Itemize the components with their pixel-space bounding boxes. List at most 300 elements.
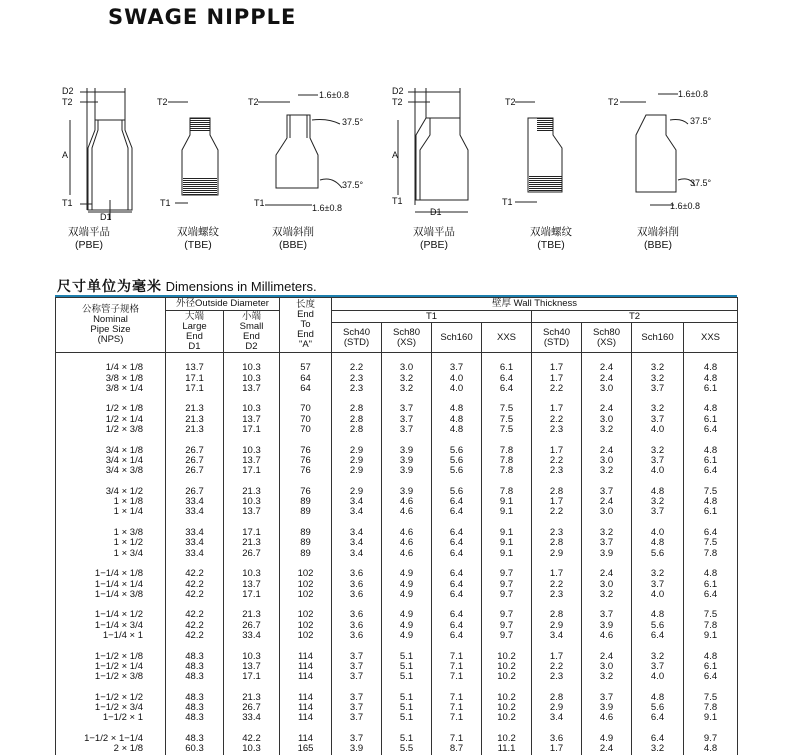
value-cell: 4.6	[582, 631, 632, 641]
value-cell: 2.3	[532, 590, 582, 600]
nps-cell: 1−1/4 × 1	[56, 631, 166, 641]
value-cell: 4.9	[382, 621, 432, 631]
value-cell: 7.8	[482, 446, 532, 456]
value-cell: 13.7	[224, 415, 280, 425]
table-body	[56, 353, 738, 755]
value-cell: 13.7	[166, 363, 224, 373]
value-cell: 4.9	[582, 734, 632, 744]
value-cell: 3.7	[582, 538, 632, 548]
svg-text:37.5°: 37.5°	[342, 117, 364, 127]
nps-cell: 1−1/2 × 1/8	[56, 652, 166, 662]
value-cell: 76	[280, 466, 332, 476]
value-cell: 17.1	[166, 384, 224, 394]
value-cell: 3.2	[582, 590, 632, 600]
value-cell: 2.4	[582, 404, 632, 414]
value-cell: 3.7	[632, 456, 684, 466]
value-cell: 6.4	[432, 580, 482, 590]
table-row	[56, 631, 738, 641]
header-t1-xxs: XXS	[482, 323, 532, 353]
drawing-tbe-eccentric	[515, 102, 562, 202]
value-cell: 10.2	[482, 662, 532, 672]
value-cell: 21.3	[224, 487, 280, 497]
value-cell: 102	[280, 631, 332, 641]
value-cell: 10.3	[224, 363, 280, 373]
value-cell: 3.7	[382, 425, 432, 435]
value-cell: 6.1	[684, 580, 738, 590]
value-cell: 2.4	[582, 569, 632, 579]
value-cell: 4.8	[684, 652, 738, 662]
value-cell: 5.6	[432, 466, 482, 476]
svg-text:1.6±0.8: 1.6±0.8	[670, 201, 700, 211]
value-cell: 48.3	[166, 703, 224, 713]
value-cell: 6.4	[432, 528, 482, 538]
table-row	[56, 384, 738, 394]
value-cell: 2.9	[332, 487, 382, 497]
value-cell: 4.8	[432, 404, 482, 414]
value-cell: 7.1	[432, 734, 482, 744]
value-cell: 3.0	[582, 384, 632, 394]
value-cell: 4.9	[382, 580, 432, 590]
value-cell: 9.7	[482, 590, 532, 600]
value-cell: 1.7	[532, 363, 582, 373]
header-outside-diameter: 外径Outside Diameter	[166, 298, 280, 311]
caption-pbe-1: 双端平品 (PBE)	[68, 226, 110, 251]
value-cell: 6.4	[432, 610, 482, 620]
value-cell: 3.4	[332, 507, 382, 517]
dimensions-table	[55, 297, 738, 755]
value-cell: 10.2	[482, 693, 532, 703]
value-cell: 10.3	[224, 652, 280, 662]
table-row	[56, 507, 738, 517]
value-cell: 2.2	[332, 363, 382, 373]
svg-text:37.5°: 37.5°	[690, 116, 712, 126]
value-cell: 42.2	[166, 610, 224, 620]
nps-cell: 1−1/2 × 1−1/4	[56, 734, 166, 744]
svg-text:A: A	[62, 150, 69, 160]
value-cell: 114	[280, 662, 332, 672]
value-cell: 6.4	[432, 590, 482, 600]
header-t2-sch40: Sch40 (STD)	[532, 323, 582, 353]
dimensions-table-wrapper	[55, 295, 737, 755]
value-cell: 89	[280, 497, 332, 507]
value-cell: 9.7	[482, 569, 532, 579]
header-small-end: 小端 Small End D2	[224, 311, 280, 353]
value-cell: 2.9	[332, 456, 382, 466]
value-cell: 3.6	[332, 580, 382, 590]
value-cell: 42.2	[166, 590, 224, 600]
table-row	[56, 580, 738, 590]
value-cell: 6.1	[684, 456, 738, 466]
group-spacer	[56, 600, 738, 610]
value-cell: 3.7	[632, 662, 684, 672]
value-cell: 17.1	[224, 672, 280, 682]
group-spacer	[56, 353, 738, 364]
value-cell: 4.9	[382, 610, 432, 620]
value-cell: 2.3	[332, 384, 382, 394]
value-cell: 2.4	[582, 744, 632, 754]
value-cell: 4.8	[632, 610, 684, 620]
value-cell: 3.9	[332, 744, 382, 754]
value-cell: 3.6	[532, 734, 582, 744]
value-cell: 42.2	[224, 734, 280, 744]
value-cell: 10.2	[482, 734, 532, 744]
value-cell: 3.6	[332, 590, 382, 600]
value-cell: 2.9	[532, 549, 582, 559]
value-cell: 6.4	[684, 466, 738, 476]
value-cell: 4.8	[432, 425, 482, 435]
svg-text:T2: T2	[505, 97, 516, 107]
value-cell: 7.5	[684, 487, 738, 497]
value-cell: 7.1	[432, 672, 482, 682]
value-cell: 64	[280, 384, 332, 394]
value-cell: 3.2	[382, 374, 432, 384]
value-cell: 33.4	[166, 507, 224, 517]
value-cell: 10.2	[482, 713, 532, 723]
value-cell: 2.9	[532, 703, 582, 713]
value-cell: 48.3	[166, 652, 224, 662]
value-cell: 3.7	[432, 363, 482, 373]
value-cell: 2.4	[582, 374, 632, 384]
value-cell: 33.4	[166, 497, 224, 507]
drawing-bbe-concentric	[258, 95, 342, 205]
value-cell: 1.7	[532, 404, 582, 414]
value-cell: 3.0	[582, 456, 632, 466]
value-cell: 6.4	[432, 631, 482, 641]
value-cell: 10.3	[224, 374, 280, 384]
svg-text:A: A	[392, 150, 399, 160]
value-cell: 5.6	[632, 703, 684, 713]
value-cell: 3.0	[582, 580, 632, 590]
value-cell: 5.1	[382, 662, 432, 672]
value-cell: 4.8	[432, 415, 482, 425]
value-cell: 2.9	[332, 446, 382, 456]
value-cell: 4.0	[432, 384, 482, 394]
value-cell: 3.9	[582, 621, 632, 631]
value-cell: 2.3	[332, 374, 382, 384]
header-wall-thickness: 壁厚 Wall Thickness	[332, 298, 738, 311]
header-t2-xxs: XXS	[684, 323, 738, 353]
value-cell: 9.1	[684, 713, 738, 723]
value-cell: 11.1	[482, 744, 532, 754]
nps-cell: 1 × 1/8	[56, 497, 166, 507]
drawing-pbe-eccentric	[398, 88, 468, 212]
nps-cell: 1 × 1/2	[56, 538, 166, 548]
value-cell: 4.6	[382, 549, 432, 559]
value-cell: 3.9	[382, 456, 432, 466]
table-row	[56, 487, 738, 497]
value-cell: 7.5	[482, 404, 532, 414]
table-row	[56, 404, 738, 414]
value-cell: 4.9	[382, 631, 432, 641]
value-cell: 1.7	[532, 374, 582, 384]
value-cell: 7.8	[684, 621, 738, 631]
value-cell: 6.1	[482, 363, 532, 373]
value-cell: 2.4	[582, 652, 632, 662]
value-cell: 6.4	[684, 672, 738, 682]
caption-bbe-2: 双端斜削 (BBE)	[637, 226, 679, 251]
nps-cell: 3/8 × 1/8	[56, 374, 166, 384]
spacer-cell	[56, 518, 166, 528]
value-cell: 1.7	[532, 652, 582, 662]
value-cell: 3.9	[582, 703, 632, 713]
value-cell: 2.2	[532, 384, 582, 394]
value-cell: 48.3	[166, 662, 224, 672]
table-row	[56, 415, 738, 425]
nps-cell: 1−1/4 × 3/4	[56, 621, 166, 631]
svg-text:D2: D2	[392, 86, 404, 96]
value-cell: 3.2	[632, 374, 684, 384]
value-cell: 89	[280, 507, 332, 517]
value-cell: 3.7	[632, 415, 684, 425]
svg-text:T2: T2	[248, 97, 259, 107]
group-spacer	[56, 435, 738, 445]
value-cell: 6.4	[482, 384, 532, 394]
value-cell: 33.4	[224, 713, 280, 723]
value-cell: 1.7	[532, 446, 582, 456]
value-cell: 4.0	[632, 672, 684, 682]
value-cell: 21.3	[166, 425, 224, 435]
group-spacer	[56, 683, 738, 693]
value-cell: 4.8	[684, 744, 738, 754]
value-cell: 17.1	[166, 374, 224, 384]
value-cell: 3.2	[632, 404, 684, 414]
value-cell: 3.4	[532, 713, 582, 723]
value-cell: 7.5	[482, 425, 532, 435]
value-cell: 6.4	[432, 507, 482, 517]
value-cell: 3.2	[632, 497, 684, 507]
value-cell: 6.4	[432, 621, 482, 631]
svg-text:T2: T2	[392, 97, 403, 107]
value-cell: 3.6	[332, 569, 382, 579]
nps-cell: 2 × 1/8	[56, 744, 166, 754]
value-cell: 6.4	[632, 713, 684, 723]
svg-text:T1: T1	[62, 198, 73, 208]
header-t1: T1	[332, 311, 532, 323]
value-cell: 13.7	[224, 662, 280, 672]
table-row	[56, 374, 738, 384]
table-row	[56, 425, 738, 435]
caption-bbe-1: 双端斜削 (BBE)	[272, 226, 314, 251]
svg-text:D1: D1	[100, 212, 112, 222]
value-cell: 102	[280, 610, 332, 620]
svg-text:T1: T1	[502, 197, 513, 207]
value-cell: 5.6	[632, 549, 684, 559]
table-row	[56, 569, 738, 579]
value-cell: 6.4	[632, 631, 684, 641]
nps-cell: 1/2 × 3/8	[56, 425, 166, 435]
value-cell: 89	[280, 549, 332, 559]
value-cell: 3.4	[532, 631, 582, 641]
value-cell: 6.4	[482, 374, 532, 384]
value-cell: 6.1	[684, 415, 738, 425]
nps-cell: 3/4 × 1/8	[56, 446, 166, 456]
value-cell: 4.8	[684, 363, 738, 373]
value-cell: 102	[280, 590, 332, 600]
value-cell: 7.5	[482, 415, 532, 425]
value-cell: 70	[280, 404, 332, 414]
value-cell: 2.4	[582, 497, 632, 507]
value-cell: 3.9	[382, 487, 432, 497]
value-cell: 9.1	[482, 549, 532, 559]
value-cell: 4.8	[632, 487, 684, 497]
value-cell: 89	[280, 528, 332, 538]
value-cell: 5.1	[382, 734, 432, 744]
value-cell: 13.7	[224, 456, 280, 466]
value-cell: 4.9	[382, 569, 432, 579]
value-cell: 7.8	[482, 487, 532, 497]
group-spacer	[56, 518, 738, 528]
svg-text:T2: T2	[608, 97, 619, 107]
value-cell: 114	[280, 734, 332, 744]
value-cell: 33.4	[166, 538, 224, 548]
nps-cell: 1−1/4 × 1/4	[56, 580, 166, 590]
table-row	[56, 672, 738, 682]
value-cell: 33.4	[166, 549, 224, 559]
value-cell: 42.2	[166, 621, 224, 631]
table-row	[56, 538, 738, 548]
value-cell: 1.7	[532, 744, 582, 754]
table-row	[56, 662, 738, 672]
value-cell: 89	[280, 538, 332, 548]
value-cell: 4.0	[632, 528, 684, 538]
header-t2-sch160: Sch160	[632, 323, 684, 353]
value-cell: 48.3	[166, 734, 224, 744]
nps-cell: 1 × 3/4	[56, 549, 166, 559]
value-cell: 2.2	[532, 580, 582, 590]
value-cell: 9.1	[482, 507, 532, 517]
value-cell: 7.5	[684, 610, 738, 620]
value-cell: 2.3	[532, 672, 582, 682]
value-cell: 2.8	[532, 487, 582, 497]
value-cell: 10.3	[224, 446, 280, 456]
value-cell: 4.6	[382, 507, 432, 517]
value-cell: 3.7	[332, 734, 382, 744]
value-cell: 48.3	[166, 693, 224, 703]
value-cell: 114	[280, 713, 332, 723]
value-cell: 3.2	[632, 363, 684, 373]
value-cell: 2.2	[532, 507, 582, 517]
value-cell: 1.7	[532, 569, 582, 579]
value-cell: 2.2	[532, 456, 582, 466]
svg-text:37.5°: 37.5°	[342, 180, 364, 190]
value-cell: 17.1	[224, 425, 280, 435]
value-cell: 9.7	[482, 610, 532, 620]
caption-pbe-2: 双端平品 (PBE)	[413, 226, 455, 251]
value-cell: 5.1	[382, 693, 432, 703]
group-spacer	[56, 641, 738, 651]
value-cell: 60.3	[166, 744, 224, 754]
value-cell: 17.1	[224, 466, 280, 476]
value-cell: 4.8	[632, 693, 684, 703]
header-t2-sch80: Sch80 (XS)	[582, 323, 632, 353]
group-spacer	[56, 559, 738, 569]
table-header	[56, 298, 738, 353]
value-cell: 3.7	[632, 580, 684, 590]
value-cell: 26.7	[166, 456, 224, 466]
value-cell: 3.7	[632, 384, 684, 394]
svg-text:T2: T2	[62, 97, 73, 107]
value-cell: 2.8	[332, 415, 382, 425]
nps-cell: 1−1/2 × 1/4	[56, 662, 166, 672]
table-row	[56, 744, 738, 754]
value-cell: 6.4	[684, 590, 738, 600]
svg-text:T1: T1	[254, 198, 265, 208]
value-cell: 3.7	[632, 507, 684, 517]
value-cell: 3.7	[332, 713, 382, 723]
value-cell: 2.8	[332, 425, 382, 435]
value-cell: 3.2	[582, 425, 632, 435]
table-row	[56, 446, 738, 456]
value-cell: 2.4	[582, 446, 632, 456]
value-cell: 10.3	[224, 744, 280, 754]
value-cell: 114	[280, 652, 332, 662]
value-cell: 26.7	[166, 466, 224, 476]
value-cell: 102	[280, 621, 332, 631]
value-cell: 33.4	[166, 528, 224, 538]
svg-text:37.5°: 37.5°	[690, 178, 712, 188]
value-cell: 5.6	[632, 621, 684, 631]
svg-text:1.6±0.8: 1.6±0.8	[678, 89, 708, 99]
value-cell: 13.7	[224, 580, 280, 590]
value-cell: 10.3	[224, 404, 280, 414]
value-cell: 64	[280, 374, 332, 384]
table-row	[56, 456, 738, 466]
value-cell: 6.4	[632, 734, 684, 744]
value-cell: 21.3	[224, 610, 280, 620]
value-cell: 102	[280, 580, 332, 590]
value-cell: 114	[280, 672, 332, 682]
value-cell: 3.7	[332, 652, 382, 662]
value-cell: 9.1	[684, 631, 738, 641]
svg-text:D1: D1	[430, 207, 442, 217]
value-cell: 3.2	[632, 652, 684, 662]
value-cell: 2.8	[532, 610, 582, 620]
svg-text:T2: T2	[157, 97, 168, 107]
value-cell: 3.6	[332, 621, 382, 631]
value-cell: 6.4	[684, 425, 738, 435]
value-cell: 102	[280, 569, 332, 579]
value-cell: 7.5	[684, 538, 738, 548]
value-cell: 2.9	[332, 466, 382, 476]
value-cell: 114	[280, 703, 332, 713]
value-cell: 42.2	[166, 631, 224, 641]
value-cell: 3.4	[332, 497, 382, 507]
value-cell: 4.0	[632, 590, 684, 600]
nps-cell: 3/4 × 1/2	[56, 487, 166, 497]
value-cell: 3.2	[632, 569, 684, 579]
value-cell: 3.4	[332, 528, 382, 538]
value-cell: 2.8	[532, 693, 582, 703]
dimensions-heading: 尺寸单位为毫米 Dimensions in Millimeters.	[57, 279, 317, 295]
value-cell: 2.3	[532, 528, 582, 538]
value-cell: 3.7	[582, 610, 632, 620]
header-length: 长度 End To End "A"	[280, 298, 332, 353]
page-title: SWAGE NIPPLE	[108, 5, 297, 29]
table-row	[56, 590, 738, 600]
value-cell: 26.7	[224, 549, 280, 559]
value-cell: 17.1	[224, 528, 280, 538]
value-cell: 6.4	[432, 549, 482, 559]
svg-text:1.6±0.8: 1.6±0.8	[319, 90, 349, 100]
value-cell: 7.8	[482, 456, 532, 466]
drawing-pbe-concentric	[70, 88, 132, 220]
value-cell: 33.4	[224, 631, 280, 641]
value-cell: 9.1	[482, 497, 532, 507]
value-cell: 9.7	[482, 631, 532, 641]
value-cell: 3.0	[582, 415, 632, 425]
value-cell: 7.1	[432, 652, 482, 662]
value-cell: 5.1	[382, 672, 432, 682]
